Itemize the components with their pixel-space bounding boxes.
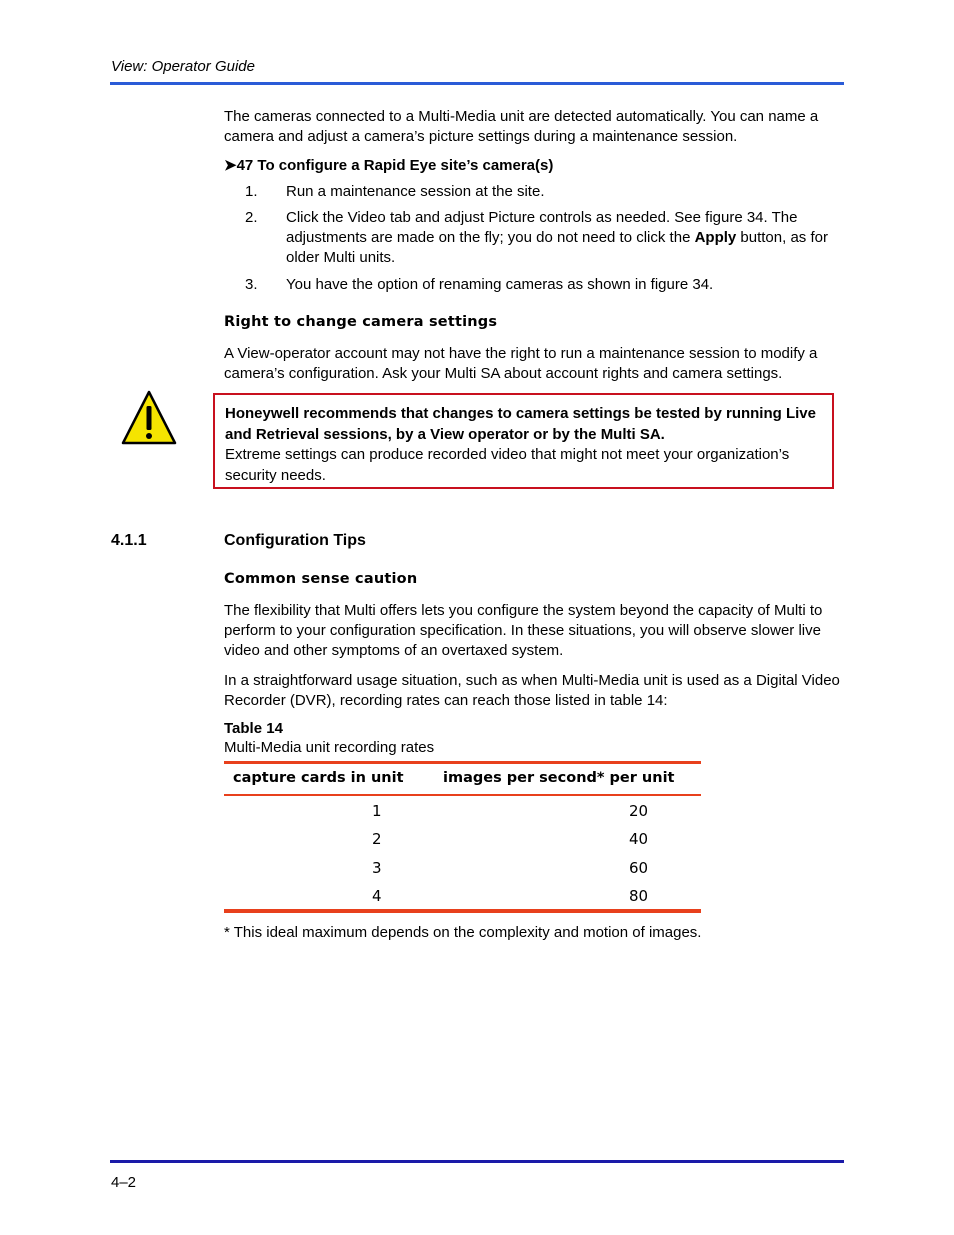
table-rule-bottom [224, 909, 701, 913]
table-footnote: * This ideal maximum depends on the complexity and motion of images. [224, 924, 702, 941]
step-number: 1. [245, 183, 258, 200]
step-text [286, 208, 846, 268]
rights-paragraph [224, 344, 844, 384]
table-caption-text: Multi-Media unit recording rates [224, 739, 435, 756]
footer-rule [110, 1160, 844, 1163]
table-rule-mid [224, 794, 701, 796]
step-text: You have the option of renaming cameras as shown in figure 34. [286, 276, 714, 293]
apply-keyword: Apply [694, 229, 737, 246]
rights-heading: Right to change camera settings [224, 314, 498, 330]
warning-box [213, 393, 834, 489]
warning-bold-text: Honeywell recommends that changes to camera settings be tested by running Live and Retrieval sessions, by a View operator or by the Multi SA. [225, 405, 816, 443]
table-cell: 2 [372, 830, 382, 848]
intro-text: The cameras connected to a Multi-Media unit are detected automatically. You can name a camera and adjust a camera’s picture settings during a maintenance session. [224, 108, 819, 145]
step-text: Run a maintenance session at the site. [286, 183, 545, 200]
intro-paragraph [224, 107, 844, 147]
table-cell: 1 [372, 802, 382, 820]
rights-text: A View-operator account may not have the right to run a maintenance session to modify a camera’s configuration. Ask your Multi SA about account rights and camera settings. [224, 345, 818, 382]
step-text-part: button, as for older Multi units. [286, 229, 828, 266]
header-title: View: Operator Guide [111, 58, 255, 75]
page-number: 4–2 [111, 1174, 137, 1191]
step-text-part: Click the Video tab and adjust Picture controls as needed. See figure 34. The adjustments are made on the fly; you do not need to click the [286, 209, 798, 246]
step-number: 3. [245, 276, 258, 293]
table-cell: 4 [372, 887, 382, 905]
table-cell: 40 [629, 830, 649, 848]
caution-heading: Common sense caution [224, 571, 418, 587]
section-title: Configuration Tips [224, 532, 366, 549]
table-cell: 20 [629, 802, 649, 820]
table-cell: 3 [372, 859, 382, 877]
header-rule [110, 82, 844, 85]
table-header-cell: capture cards in unit [233, 770, 404, 786]
table-cell: 80 [629, 887, 649, 905]
caution-paragraph-2 [224, 671, 844, 711]
caution-paragraph-1 [224, 601, 844, 661]
table-header-cell: images per second* per unit [443, 770, 675, 786]
table-caption [224, 719, 434, 757]
section-number: 4.1.1 [111, 532, 147, 549]
table-rule-top [224, 761, 701, 764]
warning-body-text: Extreme settings can produce recorded video that might not meet your organization’s security needs. [225, 446, 790, 484]
warning-triangle-icon [120, 389, 178, 445]
paragraph-text: The flexibility that Multi offers lets you configure the system beyond the capacity of Multi to perform to your configuration specification. In these situations, you will observe slower live video and other symptoms of an overtaxed system. [224, 602, 823, 659]
table-label: Table 14 [224, 720, 283, 737]
step-number: 2. [245, 209, 258, 226]
table-cell: 60 [629, 859, 649, 877]
paragraph-text: In a straightforward usage situation, such as when Multi-Media unit is used as a Digital Video Recorder (DVR), recording rates can reach those listed in table 14: [224, 672, 840, 709]
procedure-title: ➤47 To configure a Rapid Eye site’s camera(s) [224, 157, 554, 174]
